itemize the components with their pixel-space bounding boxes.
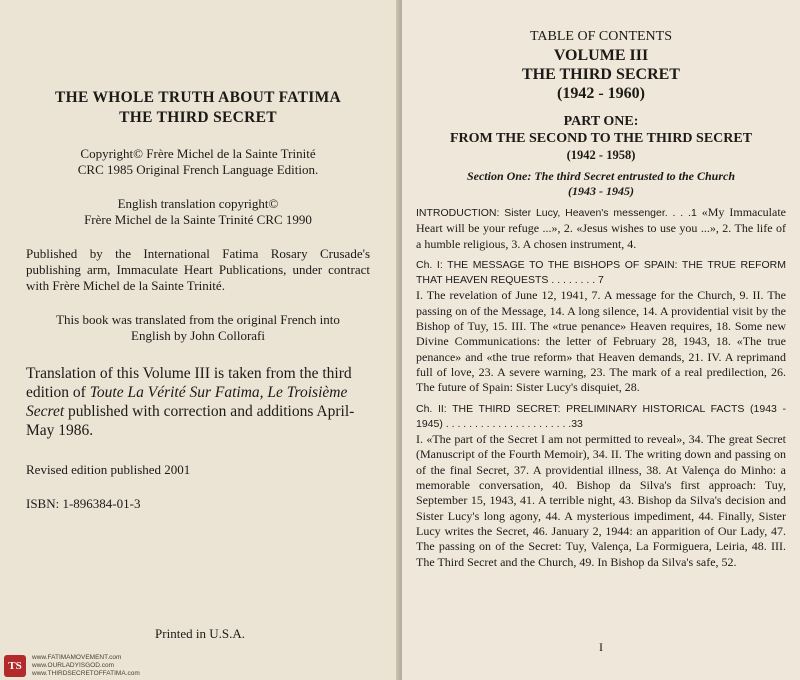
book-title-line1: THE WHOLE TRUTH ABOUT FATIMA [54,89,342,106]
publisher-note: Published by the International Fatima Rosary Crusade's publishing arm, Immaculate Heart Publications, under contract with Frère Michel de la Sainte Trinité. [26,246,370,293]
watermark-urls [32,654,140,678]
intro-heading: INTRODUCTION: Sister Lucy, Heaven's messenger. . . .1 [416,207,697,219]
right-page [402,0,800,680]
translation-copyright-line1: English translation copyright© [117,196,279,211]
watermark-logo [4,654,140,678]
edition-note-part1: Translation of this Volume III is taken from the third edition of [26,365,352,401]
part-label: PART ONE: [563,114,639,129]
isbn: ISBN: 1-896384-01-3 [26,496,141,511]
ch2-body: I. «The part of the Secret I am not permitted to reveal», 34. The great Secret (Manuscript of the Fourth Memoir), 34. II. The writing down and passing on of the final Secret, 37. A providential illness, 38. At Valença do Minho: a memorable conversation, 40. Bishop da Silva's first approach: Tuy, September 15, 1943, 41. A terrible night, 43. Bishop da Silva's decision and Sister Lucy's long agony, 44. A mysterious impediment, 44. Finally, Sister Lucy writes the Secret, 46. January 2, 1944: an apparition of Our Lady, 47. The passing on of the Secret: Tuy, Valença, La Formiguera, Leiria, 48. III. The Third Secret and the Church, 49. In Bishop da Silva's safe, 52. [416,432,786,569]
part-years: (1942 - 1958) [566,148,636,162]
toc-title: TABLE OF CONTENTS [530,29,672,44]
volume-label: VOLUME III [553,47,649,64]
edition-note-french-title: Toute La Vérité Sur Fatima, Le Troisième Secret [26,384,348,420]
part-title: FROM THE SECOND TO THE THIRD SECRET [449,131,753,146]
book-title-line2: THE THIRD SECRET [119,109,277,126]
copyright-block [26,146,370,178]
section-line1: Section One: The third Secret entrusted to the Church [466,169,736,183]
printed-in: Printed in U.S.A. [155,626,245,641]
page-number: I [599,640,603,654]
translation-copyright-line2: Frère Michel de la Sainte Trinité CRC 1990 [84,212,312,227]
section-line2: (1943 - 1945) [568,184,634,198]
intro-body: «My Immaculate Heart will be your refuge ...», 2. «Jesus wishes to use you ...», 2. The life of a humble religious, 3. A chosen instrument, 4. [416,205,786,251]
toc-entry-introduction [416,205,786,252]
toc-entry-chapter1 [416,258,786,396]
toc-entry-chapter2 [416,402,786,570]
translator-line1: This book was translated from the original French into [56,312,340,327]
watermark-emblem-icon: TS [4,655,26,677]
revised-edition: Revised edition published 2001 [26,462,191,477]
watermark-url-2: www.OURLADYISGOD.com [32,662,114,669]
watermark-url-1: www.FATIMAMOVEMENT.com [32,654,122,661]
volume-title: THE THIRD SECRET [522,66,680,83]
watermark-url-3: www.THIRDSECRETOFFATIMA.com [32,670,140,677]
section-heading [416,169,786,199]
copyright-line1: Copyright© Frère Michel de la Sainte Trinité [80,146,316,161]
edition-note [26,364,370,440]
copyright-line2: CRC 1985 Original French Language Edition. [77,162,319,177]
translation-copyright-block [26,196,370,228]
ch2-heading: Ch. II: THE THIRD SECRET: PRELIMINARY HISTORICAL FACTS (1943 - 1945) . . . . . . . . . . . . . . . . . . . . . .33 [416,402,786,430]
ch1-heading: Ch. I: THE MESSAGE TO THE BISHOPS OF SPAIN: THE TRUE REFORM THAT HEAVEN REQUESTS . . . . . . . . 7 [416,258,786,287]
translator-line2: English by John Collorafi [131,328,265,343]
edition-note-part2: published with correction and additions April-May 1986. [26,403,355,439]
translator-note [26,312,370,344]
ch1-body: I. The revelation of June 12, 1941, 7. A message for the Church, 9. II. The passing on of the Message, 14. A long silence, 14. A providential visit by the Bishop of Tuy, 15. III. The «true penance» Heaven requires, 18. Some new Divine Communications: the letter of February 28, 1943, 18. «The true penance» and «the true reform» that Heaven demands, 21. IV. A reprimand full of love, 23. A severe warning, 23. The mark of a real predilection, 26. The future of Spain: Sister Lucy's disquiet, 28. [416,288,786,395]
volume-years: (1942 - 1960) [557,85,645,102]
